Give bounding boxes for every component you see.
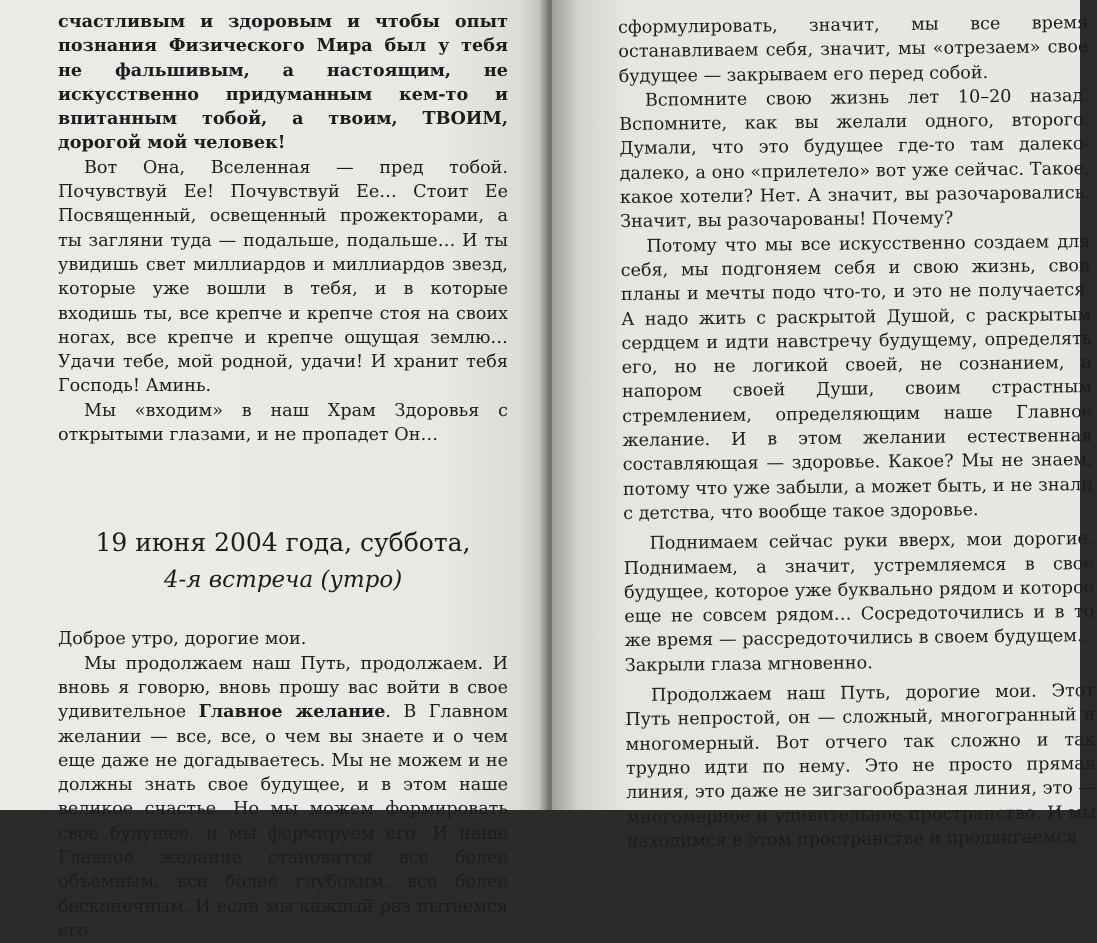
- heading-date: 19 июня 2004 года, суббота,: [95, 528, 471, 558]
- left-page-text: [58, 10, 508, 447]
- because-paragraph: Потому что мы все искусственно создаем для себя, мы подгоняем себя и свою жизнь, свои планы и мечты подо что-то, и это не получается. А надо жить с раскрытой Душой, с раскрытым сердцем и идти навстречу будущему, определять его, но не логикой своей, не сознанием, а напором своей Души, своим страстным стремлением, определяющим наше Главное желание. И в этом желании естественная составляющая — здоровье. Какое? Мы не знаем, потому что уже забыли, а может быть, и не знали с детства, что вообще такое здоровье.: [620, 231, 1094, 524]
- right-page: [552, 0, 1097, 852]
- chapter-heading: [58, 527, 508, 597]
- left-page: [0, 0, 548, 941]
- continue-path-paragraph: Продолжаем наш Путь, дорогие мои. Этот Путь непростой, он — сложный, многогранный и многомерный. Вот отчего так сложно и так трудно идти по нему. Это не просто прямая линия, это даже не зигзагообразная линия, это — многомерное и удивительное пространство. И мы находимся в этом пространстве и продвигаемся: [625, 681, 1097, 852]
- path-paragraph: [58, 652, 508, 943]
- left-page-body: [58, 627, 508, 943]
- continuation-paragraph: сформулировать, значит, мы все время останавливаем себя, значит, мы «отрезаем» свое будущее — закрываем его перед собой.: [618, 13, 1089, 87]
- main-desire-term: Главное желание: [198, 701, 386, 723]
- remember-paragraph: Вспомните свою жизнь лет 10–20 назад. Вспомните, как вы желали одного, второго. Думали, что это будущее где-то там далеко-далеко, а оно «прилетело» вот уже сейчас. Такое, какое хотели? Нет. А значит, вы разочаровались. Значит, вы разочарованы! Почему?: [619, 85, 1090, 233]
- greeting-paragraph: Доброе утро, дорогие мои.: [58, 629, 307, 650]
- heading-meeting: 4-я встреча (утро): [163, 567, 403, 594]
- temple-paragraph: Мы «входим» в наш Храм Здоровья с открытыми глазами, и не пропадет Он…: [58, 400, 508, 446]
- path-text-end: . В Главном желании — все, все, о чем вы знаете и о чем еще даже не догадываетесь. Мы не можем и не должны знать свое будущее, и в этом наше великое счастье. Но мы можем формировать свое будущее, и мы формируем его. И наше Главное желание становится все более объемным, все более глубоким, все более бесконечным. И если мы каждый раз пытаемся его: [58, 702, 508, 941]
- intro-paragraph: счастливым и здоровым и чтобы опыт познания Физического Мира был у тебя не фальшивым, а настоящим, не искусственно придуманным кем-то и впитанным тобой, а твоим, ТВОИМ, дорогой мой человек!: [58, 11, 508, 154]
- hands-paragraph: Поднимаем сейчас руки вверх, мои дорогие. Поднимаем, а значит, устремляемся в свое будущее, которое уже буквально рядом и которое еще не совсем рядом… Сосредоточились и в то же время — рассредоточились в своем будущем… Закрыли глаза мгновенно.: [623, 529, 1095, 676]
- path-text-start: Мы продолжаем наш Путь, продолжаем. И вновь я говорю, вновь прошу вас войти в свое удивительное: [58, 653, 508, 723]
- right-page-text: [618, 11, 1097, 854]
- universe-paragraph: Вот Она, Вселенная — пред тобой. Почувствуй Ее! Почувствуй Ее… Стоит Ее Посвященный, освещенный прожекторами, а ты загляни туда — подальше, подальше… И ты увидишь свет миллиардов и миллиардов звезд, которые уже вошли в тебя, и в которые входишь ты, все крепче и крепче стоя на своих ногах, все крепче и крепче ощущая землю… Удачи тебе, мой родной, удачи! И хранит тебя Господь! Аминь.: [58, 157, 508, 397]
